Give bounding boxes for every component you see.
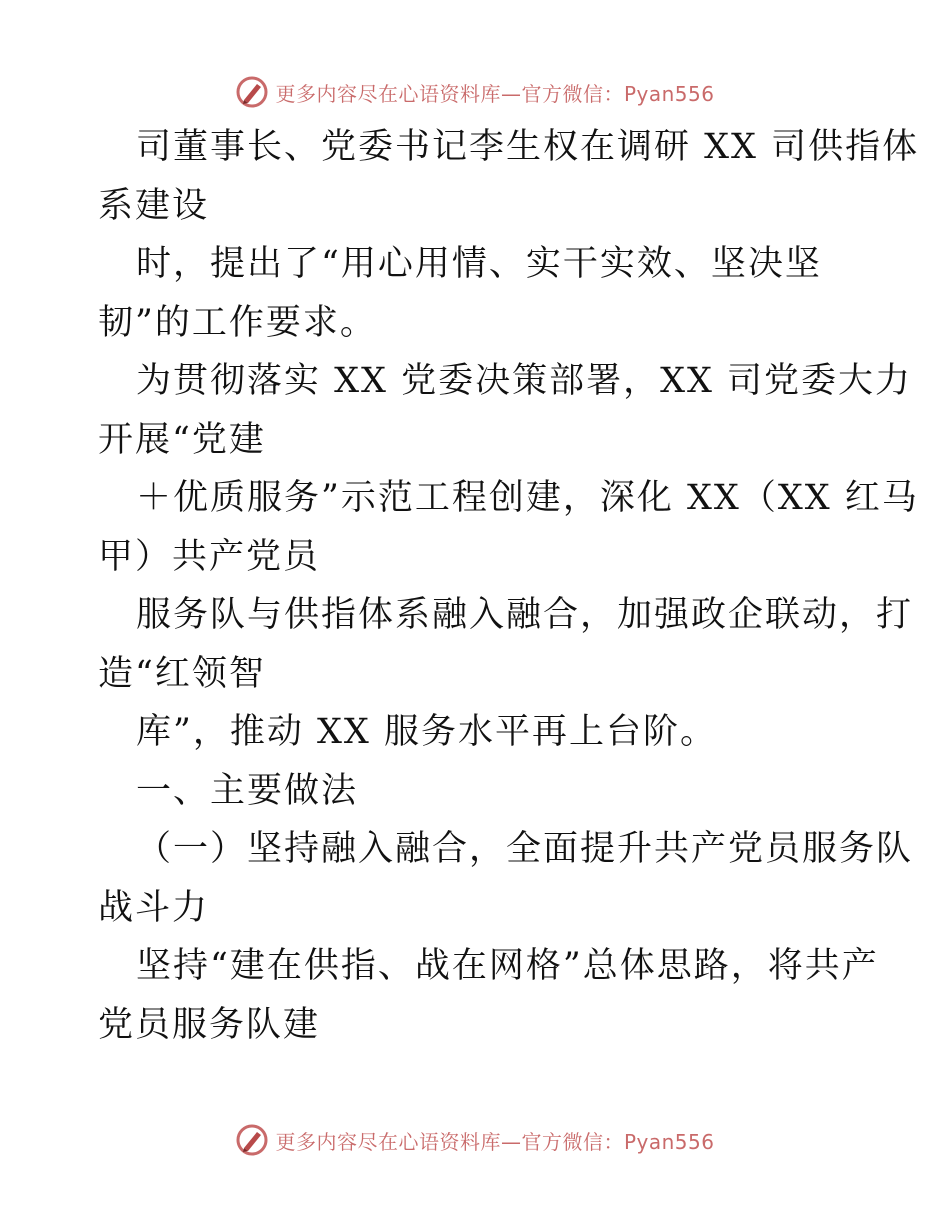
text-line: 系建设 — [98, 185, 210, 226]
text-line: 司董事长、党委书记李生权在调研 XX 司供指体 — [136, 127, 920, 167]
text-line: 库”，推动 XX 服务水平再上台阶。 — [136, 712, 717, 752]
watermark-text: 更多内容尽在心语资料库—官方微信：Pyan556 — [275, 81, 715, 106]
text-line: 时，提出了“用心用情、实干实效、坚决坚 — [136, 244, 822, 284]
text-line: （一）坚持融入融合，全面提升共产党员服务队 — [136, 829, 914, 869]
text-line: 韧”的工作要求。 — [98, 302, 377, 343]
text-line: 党员服务队建 — [98, 1004, 321, 1045]
watermark-footer — [0, 1120, 950, 1160]
text-line: 开展“党建 — [98, 419, 266, 460]
pen-logo-icon — [235, 75, 269, 109]
text-line: 服务队与供指体系融入融合，加强政企联动，打 — [136, 595, 914, 635]
text-line: 甲）共产党员 — [98, 536, 321, 577]
text-line: 一、主要做法 — [136, 770, 359, 811]
document-body — [98, 118, 920, 1054]
text-line: 为贯彻落实 XX 党委决策部署，XX 司党委大力 — [136, 361, 913, 401]
watermark-text: 更多内容尽在心语资料库—官方微信：Pyan556 — [275, 1129, 715, 1154]
text-line: ＋优质服务”示范工程创建，深化 XX（XX 红马 — [136, 478, 919, 518]
text-line: 坚持“建在供指、战在网格”总体思路，将共产 — [136, 946, 879, 986]
text-line: 战斗力 — [98, 887, 210, 928]
pen-logo-icon — [235, 1123, 269, 1157]
text-line: 造“红领智 — [98, 653, 266, 694]
watermark-header — [0, 72, 950, 112]
